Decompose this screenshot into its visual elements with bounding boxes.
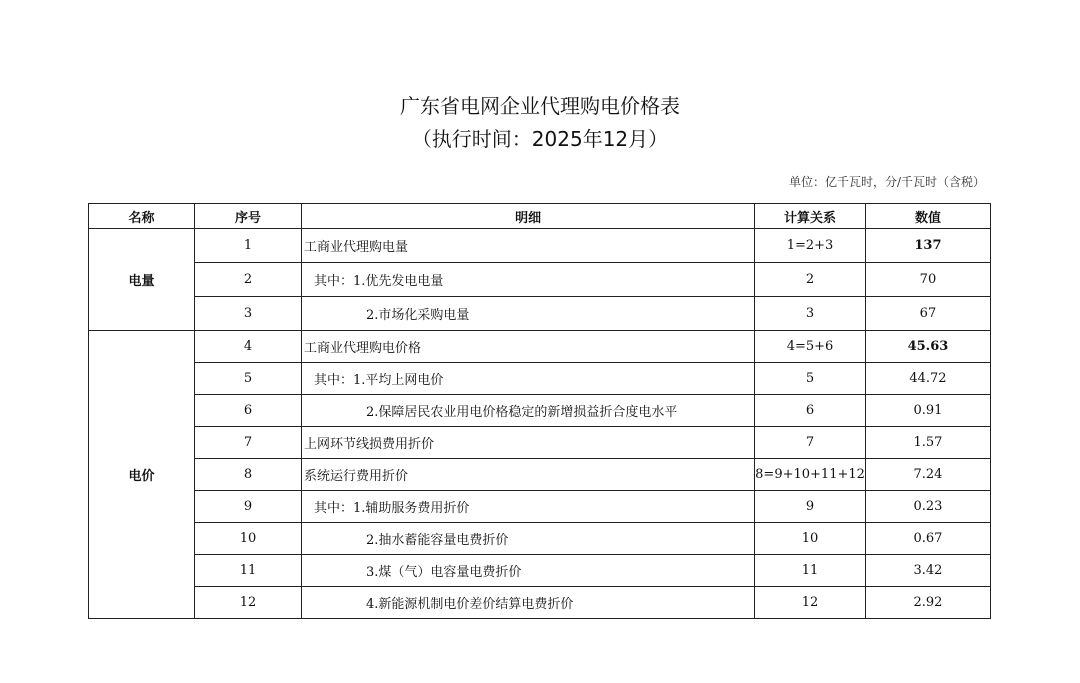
detail-cell: 工商业代理购电量 [302,229,755,263]
detail-cell: 其中：1.平均上网电价 [302,363,755,395]
detail-cell: 工商业代理购电价格 [302,331,755,363]
row-number-cell: 6 [194,395,301,427]
table-row [89,331,991,363]
value-cell: 0.91 [865,395,990,427]
table-row [89,427,991,459]
row-number-cell: 7 [194,427,301,459]
formula-cell: 9 [755,491,866,523]
price-table [88,203,991,619]
formula-cell: 3 [755,297,866,331]
row-number-cell: 4 [194,331,301,363]
formula-cell: 7 [755,427,866,459]
group-name-cell: 电量 [89,229,195,331]
value-cell: 7.24 [865,459,990,491]
value-cell: 137 [865,229,990,263]
group-name-cell: 电价 [89,331,195,619]
table-row [89,363,991,395]
table-row [89,491,991,523]
formula-cell: 5 [755,363,866,395]
detail-cell: 上网环节线损费用折价 [302,427,755,459]
row-number-cell: 1 [194,229,301,263]
detail-cell: 2.保障居民农业用电价格稳定的新增损益折合度电水平 [302,395,755,427]
unit-note: 单位：亿千瓦时，分/千瓦时（含税） [788,175,985,189]
row-number-cell: 10 [194,523,301,555]
formula-cell: 11 [755,555,866,587]
table-row [89,297,991,331]
page-title: 广东省电网企业代理购电价格表 [400,94,680,118]
detail-cell: 2.抽水蓄能容量电费折价 [302,523,755,555]
value-cell: 2.92 [865,587,990,619]
header-row [89,204,991,229]
value-cell: 45.63 [865,331,990,363]
header-no: 序号 [194,204,301,229]
detail-cell: 系统运行费用折价 [302,459,755,491]
formula-cell: 1=2+3 [755,229,866,263]
value-cell: 44.72 [865,363,990,395]
row-number-cell: 2 [194,263,301,297]
table-row [89,229,991,263]
row-number-cell: 8 [194,459,301,491]
table-row [89,587,991,619]
row-number-cell: 3 [194,297,301,331]
value-cell: 0.23 [865,491,990,523]
value-cell: 67 [865,297,990,331]
table-row [89,555,991,587]
header-value: 数值 [865,204,990,229]
header-name: 名称 [89,204,195,229]
detail-cell: 2.市场化采购电量 [302,297,755,331]
row-number-cell: 11 [194,555,301,587]
value-cell: 1.57 [865,427,990,459]
formula-cell: 6 [755,395,866,427]
formula-cell: 10 [755,523,866,555]
formula-cell: 8=9+10+11+12 [755,459,866,491]
row-number-cell: 9 [194,491,301,523]
header-formula: 计算关系 [755,204,866,229]
header-detail: 明细 [302,204,755,229]
table-row [89,523,991,555]
detail-cell: 4.新能源机制电价差价结算电费折价 [302,587,755,619]
page-subtitle: （执行时间：2025年12月） [411,127,669,151]
table-row [89,395,991,427]
formula-cell: 4=5+6 [755,331,866,363]
value-cell: 3.42 [865,555,990,587]
formula-cell: 12 [755,587,866,619]
table-row [89,459,991,491]
detail-cell: 其中：1.辅助服务费用折价 [302,491,755,523]
row-number-cell: 5 [194,363,301,395]
value-cell: 70 [865,263,990,297]
value-cell: 0.67 [865,523,990,555]
row-number-cell: 12 [194,587,301,619]
formula-cell: 2 [755,263,866,297]
table-row [89,263,991,297]
detail-cell: 3.煤（气）电容量电费折价 [302,555,755,587]
detail-cell: 其中：1.优先发电电量 [302,263,755,297]
